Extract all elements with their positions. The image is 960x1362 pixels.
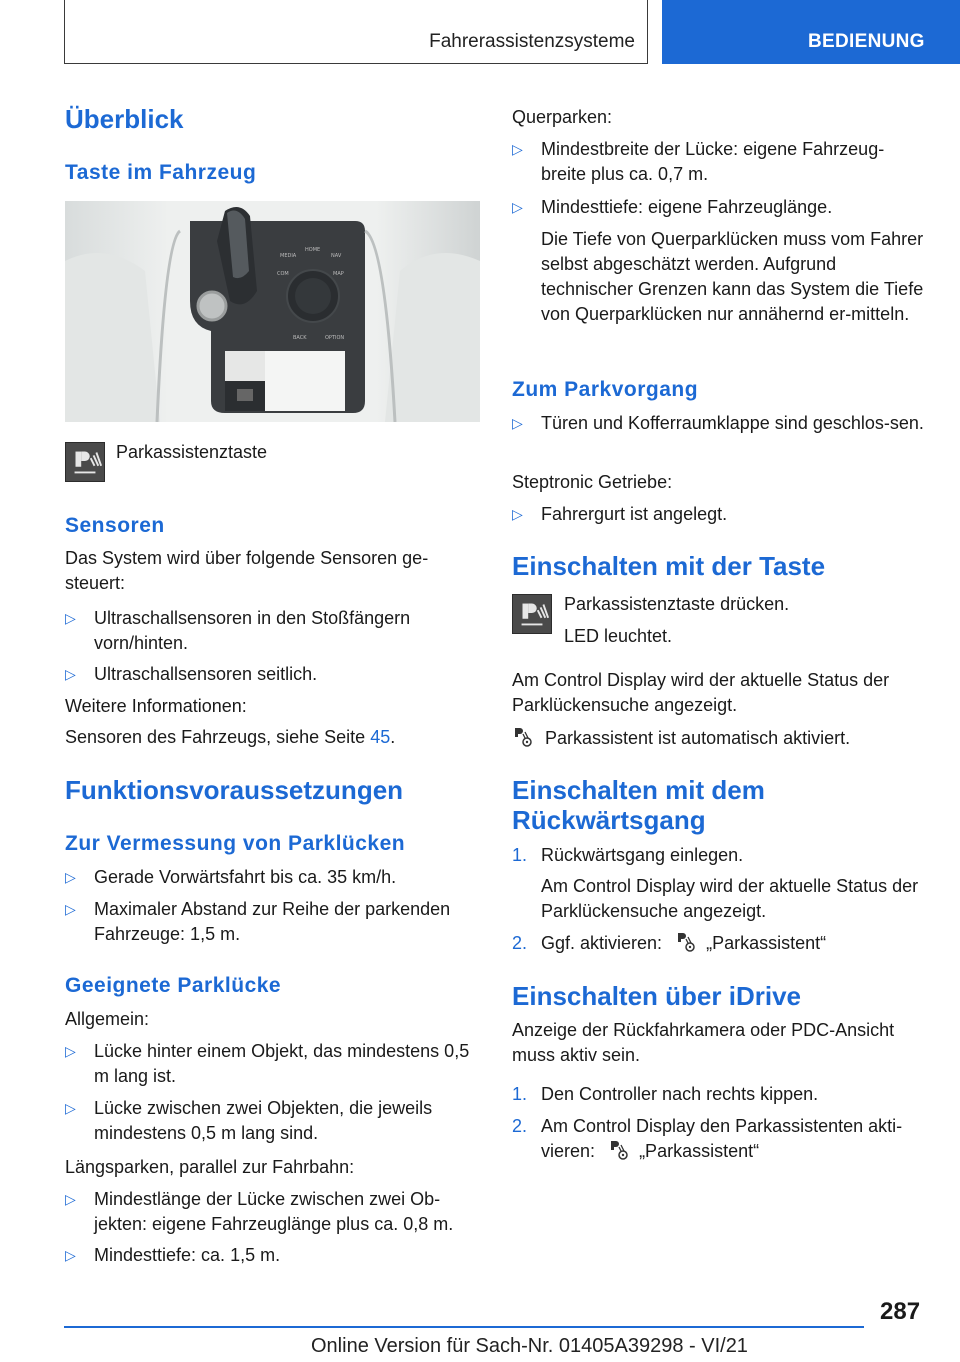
bullet-marker: ▷ (65, 1191, 76, 1207)
bullet-marker: ▷ (512, 141, 523, 157)
list-item: ▷ Lücke hinter einem Objekt, das mindestens 0,5 m lang ist. (65, 1041, 470, 1086)
auto-active-note: Parkassistent ist automatisch aktiviert. (512, 726, 927, 751)
measure-title: Zur Vermessung von Parklücken (65, 832, 406, 855)
header-tab-label: BEDIENUNG (808, 31, 925, 52)
list-item: ▷ Mindesttiefe: ca. 1,5 m. (65, 1243, 485, 1268)
list-item: ▷ Lücke zwischen zwei Objekten, die jeweils mindestens 0,5 m lang sind. (65, 1098, 433, 1143)
button-in-vehicle-title: Taste im Fahrzeug (65, 161, 257, 184)
list-item: ▷ Mindesttiefe: eigene Fahrzeuglänge. (512, 195, 927, 220)
list-item: ▷ Türen und Kofferraumklappe sind geschlos-sen. (512, 411, 927, 436)
list-item: ▷ Ultraschallsensoren in den Stoßfängern vorn/hinten. (65, 608, 411, 653)
reverse-title-line2: Rückwärtsgang (512, 805, 706, 835)
steptronic-label: Steptronic Getriebe: (512, 472, 673, 492)
step-number: 1. (512, 1084, 528, 1104)
overview-title: Überblick (65, 104, 184, 134)
suitable-gap-title: Geeignete Parklücke (65, 974, 282, 997)
bullet-marker: ▷ (65, 901, 76, 917)
svg-text:MEDIA: MEDIA (280, 253, 297, 259)
step-number: 2. (512, 933, 528, 953)
see-page-reference: Sensoren des Fahrzeugs, siehe Seite 45. (65, 727, 396, 747)
svg-text:NAV: NAV (331, 253, 342, 259)
list-item: 1. Rückwärtsgang einlegen. (512, 843, 927, 868)
console-photo (65, 201, 480, 422)
button-on-line2: LED leuchtet. (564, 626, 673, 646)
button-on-title: Einschalten mit der Taste (512, 551, 826, 581)
parallel-label: Längsparken, parallel zur Fahrbahn: (65, 1157, 355, 1177)
bullet-marker: ▷ (512, 506, 523, 522)
footer-divider (64, 1326, 864, 1328)
bullet-marker: ▷ (512, 415, 523, 431)
list-item: ▷ Mindestlänge der Lücke zwischen zwei Ob-jekten: eigene Fahrzeuglänge plus ca. 0,8 m. (65, 1189, 454, 1234)
reverse-title-line1: Einschalten mit dem (512, 775, 765, 805)
bullet-marker: ▷ (65, 1247, 76, 1263)
sensors-text: Das System wird über folgende Sensoren ge-steuert: (65, 548, 429, 593)
header-section-title: Fahrerassistenzsysteme (429, 31, 635, 52)
footer-text: Online Version für Sach-Nr. 01405A39298 - VI/21 (311, 1335, 748, 1357)
bullet-marker: ▷ (65, 666, 76, 682)
svg-text:OPTION: OPTION (325, 335, 345, 341)
list-item: ▷ Ultraschallsensoren seitlich. (65, 662, 485, 687)
list-item: 2. Am Control Display den Parkassistenten akti-vieren: „Parkassistent“ (512, 1116, 903, 1161)
step-number: 2. (512, 1116, 528, 1136)
bullet-marker: ▷ (65, 1043, 76, 1059)
bullet-marker: ▷ (65, 869, 76, 885)
svg-text:COM: COM (277, 271, 289, 277)
more-info-label: Weitere Informationen: (65, 696, 247, 716)
list-item: ▷ Fahrergurt ist angelegt. (512, 502, 927, 527)
idrive-text: Anzeige der Rückfahrkamera oder PDC-Ansicht muss aktiv sein. (512, 1020, 895, 1065)
list-item: ▷ Gerade Vorwärtsfahrt bis ca. 35 km/h. (65, 865, 485, 890)
sensors-title: Sensoren (65, 514, 165, 537)
general-label: Allgemein: (65, 1009, 150, 1029)
button-on-line1: Parkassistenztaste drücken. (564, 594, 790, 614)
conditions-title: Funktionsvoraussetzungen (65, 775, 404, 805)
bullet-marker: ▷ (65, 610, 76, 626)
park-assistant-icon (512, 726, 534, 748)
list-item: 2. Ggf. aktivieren: „Parkassistent“ (512, 931, 927, 956)
button-on-text: Am Control Display wird der aktuelle Status der Parklückensuche angezeigt. (512, 670, 890, 715)
step-number: 1. (512, 845, 528, 865)
header-section-box (64, 0, 648, 64)
svg-text:HOME: HOME (305, 247, 321, 253)
park-assistant-icon (675, 931, 697, 953)
page-link[interactable]: 45 (370, 727, 391, 747)
list-item: ▷ Maximaler Abstand zur Reihe der parkenden Fahrzeuge: 1,5 m. (65, 899, 451, 944)
button-caption: Parkassistenztaste (116, 442, 268, 462)
idrive-title: Einschalten über iDrive (512, 981, 801, 1011)
list-item: 1. Den Controller nach rechts kippen. (512, 1082, 927, 1107)
park-assist-button-icon (512, 594, 552, 634)
reverse-step1-note: Am Control Display wird der aktuelle Status der Parklückensuche angezeigt. (541, 876, 919, 921)
bullet-marker: ▷ (512, 199, 523, 215)
parking-process-title: Zum Parkvorgang (512, 378, 699, 401)
perp-label: Querparken: (512, 107, 613, 127)
svg-text:BACK: BACK (293, 335, 307, 341)
perp-note: Die Tiefe von Querparklücken muss vom Fahrer selbst abgeschätzt werden. Aufgrund technischer Grenzen kann das System die Tiefe von Querparklücken nur annähernd er-mitteln. (541, 229, 924, 324)
park-assistant-icon (608, 1139, 630, 1161)
page-number: 287 (880, 1298, 921, 1325)
bullet-marker: ▷ (65, 1100, 76, 1116)
svg-text:MAP: MAP (333, 271, 344, 277)
list-item: ▷ Mindestbreite der Lücke: eigene Fahrzeug-breite plus ca. 0,7 m. (512, 139, 885, 184)
